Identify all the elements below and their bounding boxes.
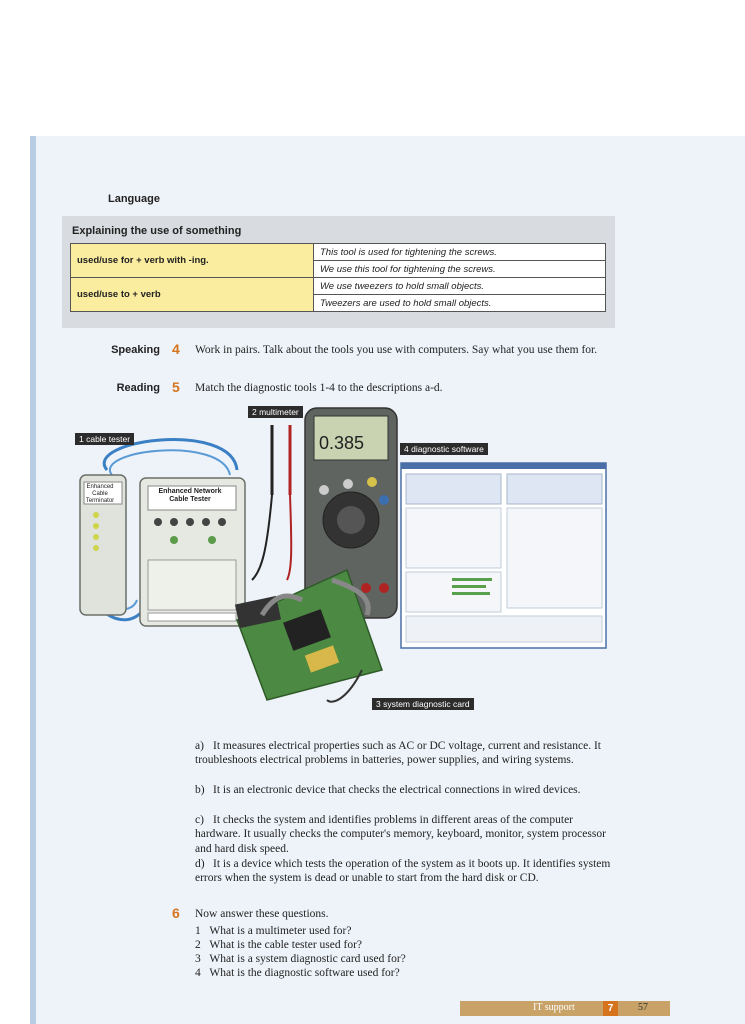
question-number: 4 [195,967,201,979]
reading-number: 5 [172,379,180,395]
cable-tester-label: 1 cable tester [75,433,134,445]
question-number: 3 [195,953,201,965]
diagnostic-software-label: 4 diagnostic software [400,443,488,455]
question-text: What is a system diagnostic card used for? [209,953,406,965]
description-b [195,783,620,797]
table-row [71,278,606,295]
question-1 [195,925,351,937]
pattern-cell [71,244,314,278]
tester-left-label: Enhanced Cable Terminator [85,484,115,504]
question-text: What is a multimeter used for? [209,925,352,937]
multimeter-label: 2 multimeter [248,406,303,418]
footer-unit-label: IT support [533,1002,575,1013]
description-a [195,739,620,768]
question-2 [195,939,362,951]
speaking-text: Work in pairs. Talk about the tools you use with computers. Say what you use them for. [195,344,598,356]
footer-unit-number: 7 [603,1001,618,1016]
question-text: What is the cable tester used for? [209,939,363,951]
pattern-text: used/use to + verb [77,289,161,300]
example-cell: We use tweezers to hold small objects. [314,278,606,295]
description-text: It is an electronic device that checks the electrical connections in wired devices. [213,784,581,796]
speaking-label: Speaking [111,344,160,356]
diagnostic-software-image [401,463,606,648]
question-3 [195,953,406,965]
diagnostic-card-label: 3 system diagnostic card [372,698,474,710]
exercise6-instruction: Now answer these questions. [195,908,329,920]
description-letter: b) [195,784,205,796]
question-number: 1 [195,925,201,937]
description-letter: a) [195,740,204,752]
description-text: It is a device which tests the operation of the system as it boots up. It identifies system errors when the system is dead or unable to start from the hard disk or CD. [195,858,611,885]
footer-page-number: 57 [638,1002,648,1013]
example-cell: Tweezers are used to hold small objects. [314,295,606,312]
question-number: 2 [195,939,201,951]
table-row [71,244,606,261]
example-cell: We use this tool for tightening the screws. [314,261,606,278]
description-text: It checks the system and identifies problems in different areas of the computer hardware. It usually checks the computer's memory, keyboard, monitor, system processor and hard disk speed. [195,814,606,855]
question-4 [195,967,400,979]
example-cell: This tool is used for tightening the screws. [314,244,606,261]
speaking-number: 4 [172,341,180,357]
description-letter: c) [195,814,204,826]
description-text: It measures electrical properties such as AC or DC voltage, current and resistance. It troubleshoots electrical problems in batteries, power supplies, and wiring systems. [195,740,601,767]
question-text: What is the diagnostic software used for? [209,967,400,979]
pattern-cell [71,278,314,312]
description-d [195,857,620,886]
pattern-text: used/use for + verb with -ing. [77,255,209,266]
tester-title: Enhanced Network Cable Tester [158,488,222,503]
language-box-title: Explaining the use of something [72,225,242,237]
description-letter: d) [195,858,205,870]
description-c [195,813,620,856]
cable-tester-image [80,440,245,626]
grammar-table [70,243,606,312]
language-heading: Language [108,193,160,205]
reading-label: Reading [116,382,160,394]
multimeter-display: 0.385 [319,433,365,453]
exercise6-number: 6 [172,905,180,921]
reading-text: Match the diagnostic tools 1-4 to the descriptions a-d. [195,382,443,394]
